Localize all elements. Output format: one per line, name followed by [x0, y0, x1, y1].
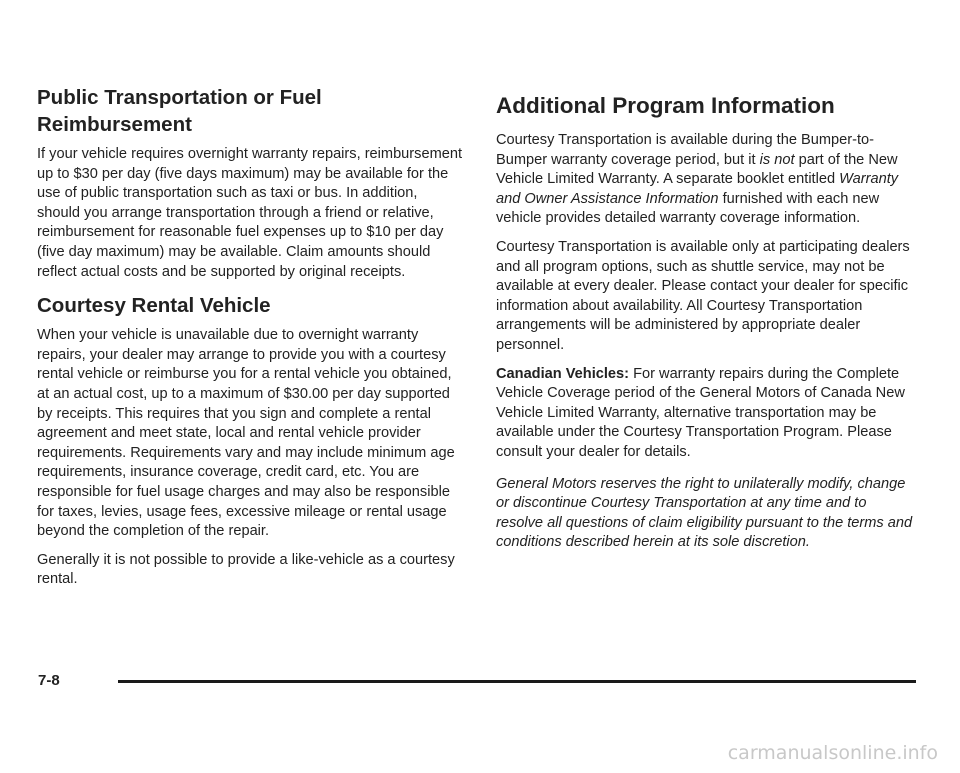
paragraph-courtesy-rental: When your vehicle is unavailable due to overnight warranty repairs, your dealer may arrange to provide you with a courtesy rental vehicle or reimburse you for a rental vehicle you obtained, at an actual cost, up to a maximum of $30.00 per day supported by receipts. This requires that you sign and complete a rental agreement and meet state, local and rental vehicle provider requirements. Requirements vary and may include minimum age requirements, insurance coverage, credit card, etc. You are responsible for fuel usage charges and may also be responsible for taxes, levies, usage fees, excessive mileage or rental usage beyond the completion of the repair. — [37, 327, 455, 540]
heading-public-transportation: Public Transportation or Fuel Reimbursement — [37, 86, 322, 136]
paragraph-public-transportation: If your vehicle requires overnight warranty repairs, reimbursement up to $30 per day (five days maximum) may be available for the use of public transportation such as taxi or bus. In addition, should you arrange transportation through a friend or relative, reimbursement for reasonable fuel expenses up to $10 per day (five day maximum) may be available. Claim amounts should reflect actual costs and be supported by original receipts. — [37, 146, 463, 280]
right-column — [496, 84, 916, 562]
page-number: 7-8 — [38, 672, 60, 689]
watermark: carmanualsonline.info — [727, 742, 938, 764]
text-segment: For warranty repairs during the Complete Vehicle Coverage period of the General Motors of Canada New Vehicle Limited Warranty, alternative transportation may be available under the Courtesy Transportation Program. Please consult your dealer for details. — [496, 365, 905, 460]
paragraph-like-vehicle: Generally it is not possible to provide a like-vehicle as a courtesy rental. — [37, 551, 455, 588]
emphasis-booklet-title: Warranty and Owner Assistance Information — [496, 171, 899, 207]
paragraph-bumper-to-bumper — [496, 131, 916, 229]
heading-courtesy-rental: Courtesy Rental Vehicle — [37, 294, 271, 318]
paragraph-disclaimer: General Motors reserves the right to unilaterally modify, change or discontinue Courtesy Transportation at any time and to resolve all questions of claim eligibility pursuant to the terms and conditions described herein at its sole discretion. — [496, 475, 913, 551]
emphasis-is-not: is not — [759, 151, 795, 168]
text-segment: Courtesy Transportation is available during the Bumper-to-Bumper warranty coverage period, but it — [496, 132, 875, 168]
heading-additional-program: Additional Program Information — [496, 93, 835, 118]
text-segment: furnished with each new vehicle provides detailed warranty coverage information. — [496, 190, 880, 227]
paragraph-participating-dealers: Courtesy Transportation is available only at participating dealers and all program options, such as shuttle service, may not be available at every dealer. Please contact your dealer for specific information about availability. All Courtesy Transportation arrangements will be administered by appropriate dealer personnel. — [496, 238, 910, 353]
left-column — [37, 84, 462, 599]
footer-rule — [118, 680, 916, 683]
paragraph-canadian-vehicles — [496, 365, 916, 463]
label-canadian-vehicles: Canadian Vehicles: — [496, 365, 630, 382]
text-segment: part of the New Vehicle Limited Warranty. A separate booklet entitled — [496, 151, 898, 188]
